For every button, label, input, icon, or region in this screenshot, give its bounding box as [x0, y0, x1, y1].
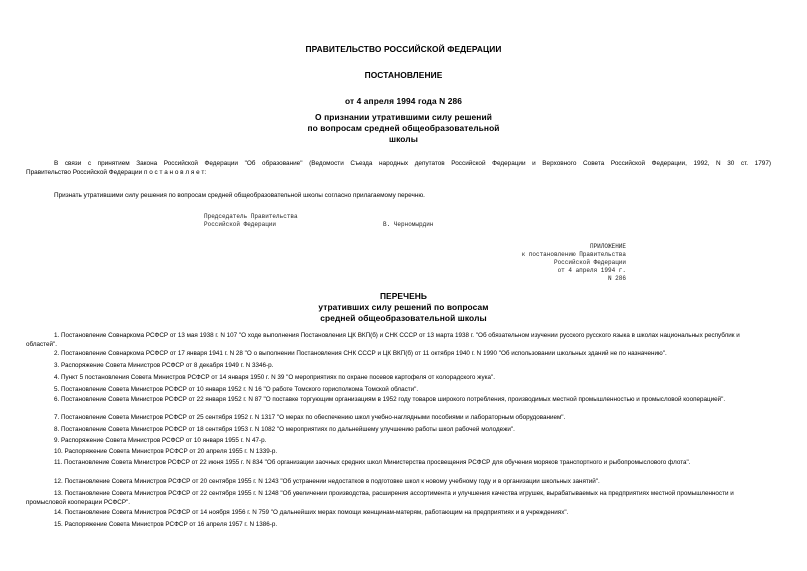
appendix-label: ПРИЛОЖЕНИЕ — [589, 243, 626, 250]
doc-type-heading: ПОСТАНОВЛЕНИЕ — [364, 70, 443, 80]
appendix-line-4: от 4 апреля 1994 г. — [557, 267, 626, 274]
title-line-2: по вопросам средней общеобразовательной — [307, 123, 500, 133]
list-item: 11. Постановление Совета Министров РСФСР от 22 июня 1955 г. N 834 "Об организации заочных средних школ Министерства просвещения РСФСР для обучения моряков транспортного и рыбопромыслового флота". — [54, 459, 691, 466]
preamble-line-2: Правительство Российской Федерации п о с т а н о в л я е т: — [26, 169, 207, 176]
list-subtitle-1: утративших силу решений по вопросам — [318, 302, 489, 312]
list-item: 12. Постановление Совета Министров РСФСР от 20 сентября 1955 г. N 1243 "Об устранении недостатков в подготовке школ к новому учебному году и в организации школьных занятий". — [54, 478, 600, 485]
list-subtitle-2: средней общеобразовательной школы — [320, 313, 487, 323]
preamble-line-1: В связи с принятием Закона Российской Федерации "Об образование" (Ведомости Съезда народных депутатов Российской Федерации и Верховного Совета Российской Федерации, 1992, N 30 ст. 1797) — [54, 160, 771, 167]
signature-position-2: Российской Федерации — [204, 221, 277, 228]
list-item: 7. Постановление Совета Министров РСФСР от 25 сентября 1952 г. N 1317 "О мерах по обеспечению школ учебно-наглядными пособиями и лабораторным оборудованием". — [54, 414, 566, 421]
list-item: 2. Постановление Совнаркома РСФСР от 17 января 1941 г. N 28 "О о выполнении Постановления СНК СССР и ЦК ВКП(б) от 11 октября 1940 г. N 1990 "Об использовании школьных зданий не по назначению". — [54, 350, 667, 357]
list-item: 5. Постановление Совета Министров РСФСР от 10 января 1952 г. N 16 "О работе Томского горисполкома Томской области". — [54, 386, 419, 393]
title-line-1: О признании утратившими силу решений — [315, 112, 492, 122]
date-number-heading: от 4 апреля 1994 года N 286 — [344, 96, 463, 106]
appendix-line-2: к постановлению Правительства — [521, 251, 626, 258]
appendix-line-5: N 286 — [607, 275, 626, 282]
title-line-3: школы — [389, 134, 418, 144]
list-item: 8. Постановление Совета Министров РСФСР от 18 сентября 1953 г. N 1082 "О мероприятиях по дальнейшему улучшению работы школ рабочей молодежи". — [54, 426, 515, 433]
list-item: 10. Распоряжение Совета Министров РСФСР от 20 апреля 1955 г. N 1339-р. — [54, 448, 278, 455]
list-item: 4. Пункт 5 постановления Совета Министров РСФСР от 14 января 1950 г. N 39 "О мероприятиях по охране посевов картофеля от колорадского жука". — [54, 374, 495, 381]
signature-name: В. Черномырдин — [383, 221, 434, 228]
list-item: 15. Распоряжение Совета Министров РСФСР от 16 апреля 1957 г. N 1386-р. — [54, 521, 278, 528]
decree-text: Признать утратившими силу решения по вопросам средней общеобразовательной школы согласно прилагаемому перечню. — [54, 192, 425, 199]
government-heading: ПРАВИТЕЛЬСТВО РОССИЙСКОЙ ФЕДЕРАЦИИ — [305, 44, 502, 54]
list-item: 14. Постановление Совета Министров РСФСР от 14 ноября 1956 г. N 759 "О дальнейших мерах помощи женщинам-матерям, работающим на предприятиях и в учреждениях". — [54, 509, 569, 516]
list-item: 13. Постановление Совета Министров РСФСР от 22 сентября 1955 г. N 1248 "Об увеличении производства, расширения ассортимента и улучшения качества игрушек, вырабатываемых на предприятиях местной промышленности и промысловой кооперации РСФСР". — [26, 490, 734, 506]
signature-position-1: Председатель Правительства — [204, 213, 298, 220]
list-item: 9. Распоряжение Совета Министров РСФСР от 10 января 1955 г. N 47-р. — [54, 437, 267, 444]
appendix-line-3: Российской Федерации — [553, 259, 626, 266]
list-item: 3. Распоряжение Совета Министров РСФСР от 8 декабря 1949 г. N 3346-р. — [54, 362, 274, 369]
list-item: 1. Постановление Совнаркома РСФСР от 13 мая 1938 г. N 107 "О ходе выполнения Постановления ЦК ВКП(б) и СНК СССР от 13 марта 1938 г. "Об обязательном изучении русского русского языка в школах национальных республик и областей". — [26, 332, 740, 348]
list-item: 6. Постановление Совета Министров РСФСР от 22 января 1952 г. N 87 "О поставке торгующим организациям в 1952 году товаров широкого потребления, производимых местной промышленностью и промысловой кооперацией". — [54, 396, 726, 403]
list-title: ПЕРЕЧЕНЬ — [379, 291, 428, 301]
